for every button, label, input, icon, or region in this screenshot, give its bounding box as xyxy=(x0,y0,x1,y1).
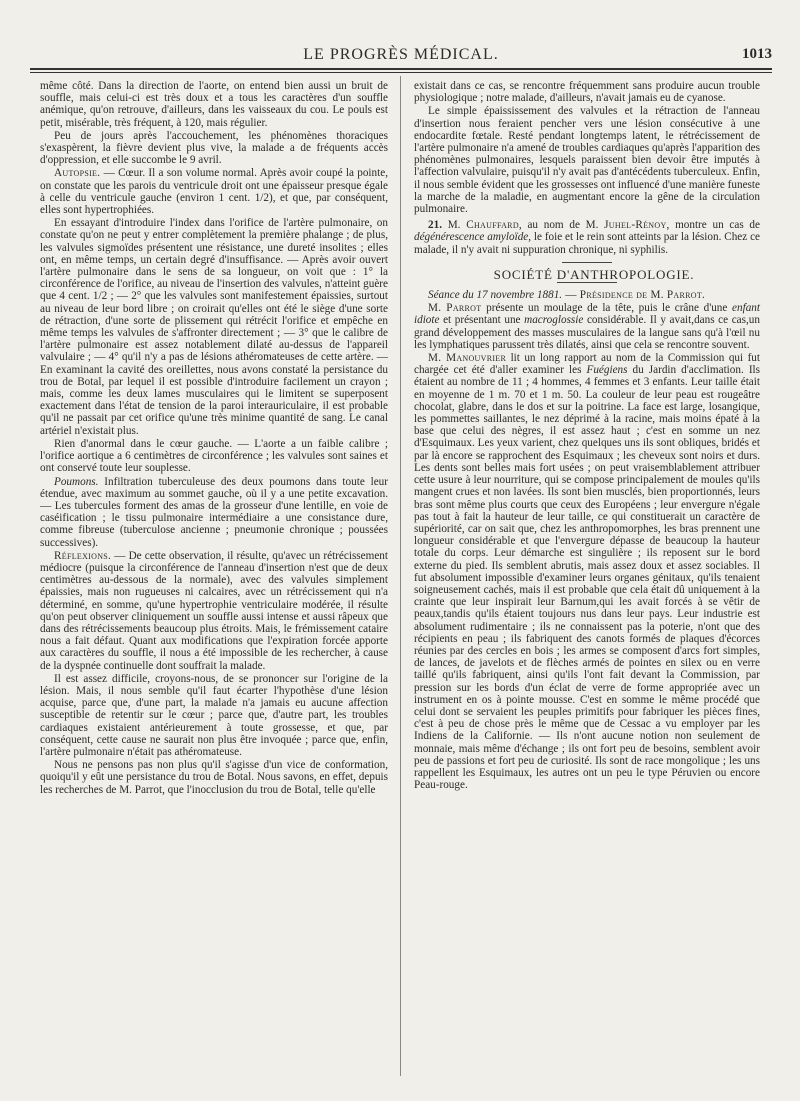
session-date: Séance du 17 novembre 1881. xyxy=(428,289,563,302)
paragraph-text: considérable. Il y avait,dans ce cas,un grand développement des masses musculaires de la langue sans qu'à l'œil nu les lymphatiques parussent très dilatés, ainsi que cela se rencontre souvent. xyxy=(414,314,760,351)
paragraph-text: , le foie et le rein sont atteints par la lésion. Chez ce malade, il n'y avait ni suppuration chronique, ni syphilis. xyxy=(414,231,760,256)
paragraph-lead: Poumons. xyxy=(54,475,99,488)
paragraph-text: du Jardin d'acclimation. Ils étaient au nombre de 11 ; 4 hommes, 4 femmes et 3 enfants. Leur taille était en moyenne de 1 m. 70 et 1 m. 50. La couleur de leur peau est rougeâtre chocolat, glabre, dans le dos et sur la poitrine. La face est large, losangique, les pommettes saillantes, le nez déprimé à la racine, mais moins épaté à la base que celui des nègres, il est assez haut ; c'est en somme un nez d'Esquimaux. Les yeux varient, chez quelques uns ils sont obliques, bridés et par là encore se rapprochent des Esquimaux ; les cheveux sont noirs et durs. Les dents sont belles mais fort usées ; on peut vraisemblablement attribuer cette usure à leur nourriture, qui se compose principalement de moules qu'ils mangent crues et non lavées. Ils sont bien musclés, bien proportionnés, leurs bras sont même plus courts que ceux des Européens ; leur envergure n'égale pas tout à fait la hauteur de leur taille, ce qui constituerait un caractère de supériorité, car on sait que, chez les anthropomorphes, les bras prennent une longueur considérable et que l'envergure dépasse de beaucoup la hauteur totale du corps. Leur démarche est singulière ; ils reposent sur le bord externe du pied. Ils semblent abrutis, mais assez doux et assez sociables. Il fut absolument impossible d'examiner leurs organes génitaux, qu'ils tenaient soigneusement cachés, mais il est probable que cela était dû uniquement à la crainte que leur inspirait leur Barnum,qui les avait forcés à se vêtir de peaux,tandis qu'ils étaient toujours nus dans leur pays. Leur industrie est absolument rudimentaire ; ils ne connaissent pas la poterie, n'ont que des récipients en peau ; ils fabriquent des canots formés de plaques d'écorces réunies par des cercles en bois ; les armes se composent d'arcs fort simples, de lances, de javelots et de flèches armés de pointes en silex ou en verre taillé qu'ils fabriquent, ainsi qu'ils l'ont fait devant la Commission, par pression sur les bords d'un éclat de verre de forme appropriée avec un instrument en os à pointe mousse. C'est en somme le même procédé que celui dont se servaient les peuples primitifs pour fabriquer les pièces fines, c'est à peu de chose près le même que de Cessac a vu employer par les Indiens de la Californie. — Ils n'ont aucune notion non seulement de monnaie, mais même d'échange ; ils ont fort peu de besoins, semblent avoir peu de passions et fort peu de curiosité. Ils sont de race mongolique ; les uns rappellent les Esquimaux, les autres ont un peu le type Péruvien ou encore Peau-rouge. xyxy=(414,364,761,792)
paragraph-text: — De cette observation, il résulte, qu'avec un rétrécissement médiocre (puisque la circonférence de l'anneau d'insertion n'est que de deux centimètres au-dessous de la normale), avec des valvules simplement épaissies, mais non rugueuses ni calcaires, avec un rétrécissement qui n'a déterminé, en somme, qu'une hypertrophie ventriculaire modérée, il résulte qu'on peut observer cliniquement un souffle aussi intense et aussi râpeux que dans des rétrécissements beaucoup plus étroits. Mais, le frémissement cataire nous a fait défaut. Quant aux modifications que l'expiration forcée apporte aux caractères du souffle, il nous a été impossible de les rechercher, à cause de la dyspnée continuelle dont souffrait la malade. xyxy=(40,549,388,672)
paragraph-text: , montre un cas de xyxy=(666,219,760,232)
separator-rule xyxy=(562,262,612,263)
paragraph-text: , au nom de M. xyxy=(518,219,605,232)
paragraph-lead: Autopsie. xyxy=(54,167,101,180)
page-number: 1013 xyxy=(742,46,772,62)
emphasis: enfant idiote xyxy=(414,302,761,327)
paragraph-text: Nous ne pensons pas non plus qu'il s'agisse d'un vice de conformation, quoiqu'il y eût une persistance du trou de Botal. Nous savons, en effet, depuis les recherches de M. Parrot, que l'inocclusion du trou de Botal, telle qu'elle xyxy=(40,759,388,796)
paragraph-text: — Cœur. Il a son volume normal. Après avoir coupé la pointe, on constate que les parois du ventricule droit ont une épaisseur presque égale à celle du ventricule gauche (environ 1 cent. 1/2), et que, par conséquent, elles sont hypertrophiées. xyxy=(40,167,388,217)
right-column xyxy=(414,80,760,792)
paragraph-text: Le simple épaississement des valvules et la rétraction de l'anneau d'insertion nous feraient pencher vers une lésion consécutive à une endocardite fœtale. Resté pendant longtemps latent, le rétrécissement de l'artère pulmonaire n'a amené de troubles cardiaques qu'après l'apparition des phénomènes pulmonaires, lesquels paraissent bien devoir être imputés à l'affection valvulaire, puisqu'il n'y avait pas d'antécédents tuberculeux. Enfin, il nous semble évident que les grossesses ont influencé d'une manière funeste la marche de la maladie, en augmentant encore la gêne de la circulation pulmonaire. xyxy=(414,105,760,216)
author-name: M. Manouvrier xyxy=(428,352,507,365)
paragraph xyxy=(414,352,760,791)
paragraph-text: existait dans ce cas, se rencontre fréquemment sans produire aucun trouble physiologique ; notre malade, d'ailleurs, n'avait jamais eu de cyanose. xyxy=(414,80,760,105)
paragraph xyxy=(40,476,388,549)
paragraph xyxy=(40,759,388,796)
section-title: SOCIÉTÉ D'ANTHROPOLOGIE. xyxy=(493,266,695,282)
header-rule-thin xyxy=(30,72,772,73)
paragraph xyxy=(40,217,388,437)
paragraph xyxy=(40,550,388,672)
emphasis: macroglossie xyxy=(524,314,584,327)
paragraph-text: présente un moulage de la tête, puis le crâne d'une xyxy=(481,302,733,315)
emphasis: Fuégiens xyxy=(586,364,628,377)
paragraph xyxy=(414,80,760,104)
emphasis: dégénérescence amyloïde xyxy=(414,231,529,244)
paragraph-text: et présentant une xyxy=(439,314,525,327)
paragraph xyxy=(40,80,388,129)
paragraph-text: Il est assez difficile, croyons-nous, de se prononcer sur l'origine de la lésion. Mais, il nous semble qu'il faut écarter l'hypothèse d'une lésion acquise, parce que, d'une part, la malade n'a jamais eu aucune affection susceptible de retentir sur le cœur ; parce que, d'autre part, les troubles cardiaques existaient antérieurement à toute grossesse, et que, par conséquent, cette cause ne saurait non plus être invoquée ; parce que, enfin, l'artère pulmonaire n'était pas athéromateuse. xyxy=(40,672,388,758)
page-header xyxy=(30,44,772,68)
paragraph xyxy=(40,438,388,475)
paragraph-text: même côté. Dans la direction de l'aorte, on entend bien aussi un bruit de souffle, mais celui-ci est très doux et a tous les caractères d'un souffle anémique, qu'on retrouve, d'ailleurs, dans les vaisseaux du cou. Le pouls est petit, misérable, très fréquent, à 120, mais régulier. xyxy=(40,80,388,129)
paragraph-text: En essayant d'introduire l'index dans l'orifice de l'artère pulmonaire, on constate qu'on ne peut y entrer complètement la première phalange ; de plus, les valvules sigmoïdes présentent une résistance, une dureté insolites ; elles ont, en même temps, un certain degré d'insuffisance. — Après avoir ouvert l'artère pulmonaire dans le sens de sa longueur, on voit que : 1° la circonférence de l'orifice, au niveau de l'insertion des valvules, n'atteint guère que 4 cent. 1/2 ; — 2° que les valvules sont manifestement épaissies, surtout au niveau de leur bord libre ; on croirait qu'elles ont été le siège d'une sorte de rétraction, d'une sorte de plissement qui rétrécit l'orifice et empêche en même temps les valvules de s'affronter directement ; — 3° que le calibre de l'artère pulmonaire est assez notablement dilaté au-dessus de l'appareil valvulaire ; — 4° qu'il n'y a pas de lésions athéromateuses de cette artère. — En examinant la cavité des oreillettes, nous avons constaté la persistance du trou de Botal, par lequel il est possible d'introduire facilement un crayon ; mais, comme les deux lames musculaires qui le limitent se superposent exactement dans l'état de tension de la paroi interauriculaire, il est probable qu'il ne passait par cet orifice qu'une très minime quantité de sang. Le canal artériel n'existait plus. xyxy=(40,217,388,437)
paragraph xyxy=(414,219,760,256)
author-name: Juhel-Rénoy xyxy=(604,219,667,232)
paragraph-text: lit un long rapport au nom de la Commission qui fut chargée cet été d'aller examiner les xyxy=(414,352,760,377)
author-name: Chauffard xyxy=(466,219,519,232)
author-name: M. Parrot xyxy=(428,302,482,315)
presidency: — Présidence de M. Parrot. xyxy=(562,289,706,302)
paragraph-text: Peu de jours après l'accouchement, les phénomènes thoraciques s'exaspèrent, la fièvre devient plus vive, la malade a de fréquents accès d'oppression, et elle succombe le 9 avril. xyxy=(40,129,388,167)
paragraph xyxy=(40,167,388,216)
paragraph xyxy=(40,130,388,167)
paragraph xyxy=(40,673,388,758)
paragraph xyxy=(414,105,760,215)
header-rule-thick xyxy=(30,68,772,70)
session-line xyxy=(414,289,760,301)
left-column xyxy=(40,80,388,797)
paragraph-text: Rien d'anormal dans le cœur gauche. — L'aorte a un faible calibre ; l'orifice aortique a 6 centimètres de circonférence ; les valvules sont saines et ont conservé toute leur souplesse. xyxy=(40,437,388,475)
paragraph-text: M. xyxy=(441,219,467,232)
item-number: 21. xyxy=(428,219,442,232)
section-rule xyxy=(557,282,617,283)
column-separator xyxy=(400,76,401,1076)
paragraph-lead: Réflexions. xyxy=(54,549,112,562)
paragraph xyxy=(414,302,760,351)
journal-title: LE PROGRÈS MÉDICAL. xyxy=(303,46,499,63)
paragraph-text: Infiltration tuberculeuse des deux poumons dans toute leur étendue, avec maximum au sommet gauche, où il y a une petite excavation. — Les tubercules forment des amas de la grosseur d'une lentille, en voie de caséification ; le tissu pulmonaire intermédiaire a une consistance dure, comme fibreuse (tuberculose ancienne ; pneumonie chronique ; poussées successives). xyxy=(40,475,388,549)
